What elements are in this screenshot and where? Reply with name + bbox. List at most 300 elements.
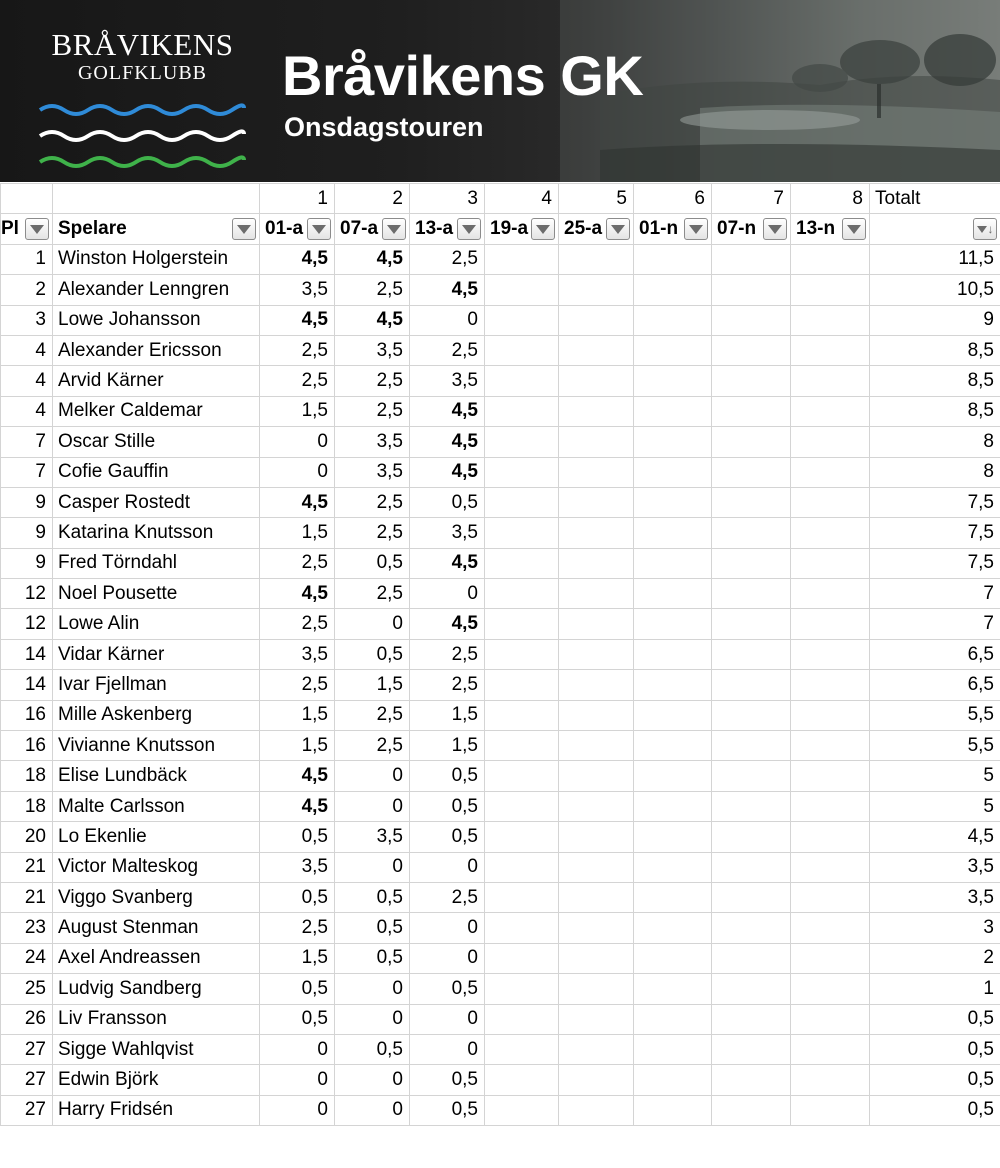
empty-score-cell[interactable] (712, 1065, 791, 1095)
round-score-cell[interactable]: 1,5 (260, 396, 335, 426)
round-score-cell[interactable]: 2,5 (410, 882, 485, 912)
empty-score-cell[interactable] (559, 882, 634, 912)
round-score-cell[interactable]: 2,5 (260, 670, 335, 700)
empty-score-cell[interactable] (712, 700, 791, 730)
empty-score-cell[interactable] (485, 396, 559, 426)
empty-score-cell[interactable] (485, 457, 559, 487)
round-score-cell[interactable]: 0,5 (335, 548, 410, 578)
empty-score-cell[interactable] (559, 943, 634, 973)
empty-score-cell[interactable] (712, 974, 791, 1004)
empty-score-cell[interactable] (634, 639, 712, 669)
empty-score-cell[interactable] (559, 579, 634, 609)
empty-score-cell[interactable] (712, 305, 791, 335)
empty-score-cell[interactable] (634, 974, 712, 1004)
player-name-cell[interactable]: Oscar Stille (53, 427, 260, 457)
round-score-cell[interactable]: 0 (260, 1095, 335, 1125)
round-score-cell[interactable]: 3,5 (335, 335, 410, 365)
empty-score-cell[interactable] (559, 366, 634, 396)
empty-score-cell[interactable] (559, 731, 634, 761)
empty-score-cell[interactable] (791, 1065, 870, 1095)
round-score-cell[interactable]: 0 (410, 1034, 485, 1064)
round-score-cell[interactable]: 0 (260, 1034, 335, 1064)
empty-score-cell[interactable] (712, 639, 791, 669)
player-name-cell[interactable]: Viggo Svanberg (53, 882, 260, 912)
round-score-cell[interactable]: 0 (410, 852, 485, 882)
round-score-cell[interactable]: 4,5 (260, 305, 335, 335)
empty-score-cell[interactable] (712, 487, 791, 517)
total-cell[interactable]: 7 (870, 609, 1000, 639)
empty-score-cell[interactable] (712, 275, 791, 305)
empty-score-cell[interactable] (485, 1095, 559, 1125)
round-score-cell[interactable]: 0 (335, 1095, 410, 1125)
player-name-cell[interactable]: Mille Askenberg (53, 700, 260, 730)
empty-score-cell[interactable] (559, 670, 634, 700)
round-score-cell[interactable]: 4,5 (410, 275, 485, 305)
player-name-cell[interactable]: Malte Carlsson (53, 791, 260, 821)
round-score-cell[interactable]: 2,5 (335, 700, 410, 730)
empty-score-cell[interactable] (634, 457, 712, 487)
filter-dropdown-button[interactable] (842, 218, 866, 240)
empty-score-cell[interactable] (485, 670, 559, 700)
total-cell[interactable]: 5 (870, 791, 1000, 821)
empty-score-cell[interactable] (485, 305, 559, 335)
player-name-cell[interactable]: Noel Pousette (53, 579, 260, 609)
round-score-cell[interactable]: 0 (335, 761, 410, 791)
empty-score-cell[interactable] (791, 579, 870, 609)
empty-score-cell[interactable] (559, 913, 634, 943)
round-score-cell[interactable]: 3,5 (335, 457, 410, 487)
round-score-cell[interactable]: 4,5 (260, 244, 335, 274)
player-name-cell[interactable]: Fred Törndahl (53, 548, 260, 578)
round-score-cell[interactable]: 2,5 (260, 609, 335, 639)
empty-score-cell[interactable] (791, 1004, 870, 1034)
empty-score-cell[interactable] (559, 822, 634, 852)
empty-score-cell[interactable] (791, 457, 870, 487)
total-cell[interactable]: 0,5 (870, 1004, 1000, 1034)
place-cell[interactable]: 12 (1, 579, 53, 609)
empty-score-cell[interactable] (485, 822, 559, 852)
empty-score-cell[interactable] (634, 731, 712, 761)
filter-dropdown-button[interactable] (232, 218, 256, 240)
round-score-cell[interactable]: 3,5 (335, 822, 410, 852)
player-name-cell[interactable]: Ivar Fjellman (53, 670, 260, 700)
empty-score-cell[interactable] (712, 791, 791, 821)
empty-score-cell[interactable] (485, 244, 559, 274)
player-name-cell[interactable]: Edwin Björk (53, 1065, 260, 1095)
player-name-cell[interactable]: Elise Lundbäck (53, 761, 260, 791)
round-score-cell[interactable]: 0,5 (410, 1095, 485, 1125)
empty-score-cell[interactable] (559, 1095, 634, 1125)
place-cell[interactable]: 12 (1, 609, 53, 639)
empty-score-cell[interactable] (559, 305, 634, 335)
total-cell[interactable]: 1 (870, 974, 1000, 1004)
player-name-cell[interactable]: Alexander Lenngren (53, 275, 260, 305)
empty-score-cell[interactable] (634, 882, 712, 912)
empty-score-cell[interactable] (559, 396, 634, 426)
empty-score-cell[interactable] (712, 335, 791, 365)
empty-score-cell[interactable] (791, 913, 870, 943)
empty-score-cell[interactable] (791, 670, 870, 700)
empty-score-cell[interactable] (485, 487, 559, 517)
empty-score-cell[interactable] (559, 700, 634, 730)
empty-score-cell[interactable] (634, 822, 712, 852)
round-score-cell[interactable]: 2,5 (335, 275, 410, 305)
round-score-cell[interactable]: 3,5 (335, 427, 410, 457)
empty-score-cell[interactable] (634, 1065, 712, 1095)
empty-score-cell[interactable] (712, 670, 791, 700)
empty-score-cell[interactable] (791, 943, 870, 973)
filter-dropdown-button[interactable] (684, 218, 708, 240)
empty-score-cell[interactable] (634, 244, 712, 274)
round-score-cell[interactable]: 0 (410, 579, 485, 609)
empty-score-cell[interactable] (485, 761, 559, 791)
empty-score-cell[interactable] (791, 882, 870, 912)
round-score-cell[interactable]: 2,5 (335, 731, 410, 761)
round-score-cell[interactable]: 0,5 (410, 761, 485, 791)
empty-score-cell[interactable] (485, 518, 559, 548)
total-cell[interactable]: 7,5 (870, 487, 1000, 517)
round-score-cell[interactable]: 4,5 (260, 487, 335, 517)
round-score-cell[interactable]: 2,5 (260, 548, 335, 578)
place-cell[interactable]: 25 (1, 974, 53, 1004)
sort-descending-button[interactable] (973, 218, 997, 240)
round-score-cell[interactable]: 2,5 (410, 670, 485, 700)
round-score-cell[interactable]: 0 (335, 791, 410, 821)
empty-score-cell[interactable] (485, 700, 559, 730)
player-name-cell[interactable]: Axel Andreassen (53, 943, 260, 973)
place-cell[interactable]: 27 (1, 1034, 53, 1064)
player-name-cell[interactable]: Lowe Alin (53, 609, 260, 639)
player-name-cell[interactable]: Ludvig Sandberg (53, 974, 260, 1004)
place-cell[interactable]: 27 (1, 1065, 53, 1095)
round-score-cell[interactable]: 0 (410, 1004, 485, 1034)
empty-score-cell[interactable] (559, 852, 634, 882)
player-name-cell[interactable]: Casper Rostedt (53, 487, 260, 517)
round-score-cell[interactable]: 0 (335, 852, 410, 882)
empty-score-cell[interactable] (634, 700, 712, 730)
player-name-cell[interactable]: Liv Fransson (53, 1004, 260, 1034)
player-name-cell[interactable]: August Stenman (53, 913, 260, 943)
empty-score-cell[interactable] (791, 275, 870, 305)
empty-score-cell[interactable] (712, 943, 791, 973)
empty-score-cell[interactable] (634, 852, 712, 882)
empty-score-cell[interactable] (485, 548, 559, 578)
empty-score-cell[interactable] (712, 518, 791, 548)
place-cell[interactable]: 9 (1, 548, 53, 578)
empty-score-cell[interactable] (712, 244, 791, 274)
filter-dropdown-button[interactable] (763, 218, 787, 240)
empty-score-cell[interactable] (791, 305, 870, 335)
place-cell[interactable]: 14 (1, 639, 53, 669)
round-score-cell[interactable]: 1,5 (260, 731, 335, 761)
place-cell[interactable]: 1 (1, 244, 53, 274)
filter-dropdown-button[interactable] (25, 218, 49, 240)
total-cell[interactable]: 6,5 (870, 670, 1000, 700)
round-score-cell[interactable]: 2,5 (410, 244, 485, 274)
round-score-cell[interactable]: 0 (335, 974, 410, 1004)
place-cell[interactable]: 21 (1, 852, 53, 882)
empty-score-cell[interactable] (634, 366, 712, 396)
total-cell[interactable]: 8 (870, 457, 1000, 487)
place-cell[interactable]: 9 (1, 487, 53, 517)
total-cell[interactable]: 8,5 (870, 396, 1000, 426)
place-cell[interactable]: 7 (1, 457, 53, 487)
empty-score-cell[interactable] (559, 275, 634, 305)
place-cell[interactable]: 4 (1, 396, 53, 426)
empty-score-cell[interactable] (712, 579, 791, 609)
empty-score-cell[interactable] (485, 943, 559, 973)
empty-score-cell[interactable] (559, 1065, 634, 1095)
empty-score-cell[interactable] (712, 457, 791, 487)
empty-score-cell[interactable] (485, 335, 559, 365)
empty-score-cell[interactable] (634, 548, 712, 578)
empty-score-cell[interactable] (791, 1034, 870, 1064)
player-name-cell[interactable]: Alexander Ericsson (53, 335, 260, 365)
round-score-cell[interactable]: 0 (260, 427, 335, 457)
total-cell[interactable]: 7,5 (870, 518, 1000, 548)
round-score-cell[interactable]: 3,5 (260, 275, 335, 305)
place-cell[interactable]: 16 (1, 731, 53, 761)
round-score-cell[interactable]: 2,5 (335, 366, 410, 396)
empty-score-cell[interactable] (634, 427, 712, 457)
player-name-cell[interactable]: Vidar Kärner (53, 639, 260, 669)
round-score-cell[interactable]: 4,5 (335, 244, 410, 274)
round-score-cell[interactable]: 2,5 (410, 335, 485, 365)
round-score-cell[interactable]: 1,5 (410, 731, 485, 761)
place-cell[interactable]: 18 (1, 791, 53, 821)
empty-score-cell[interactable] (791, 396, 870, 426)
round-score-cell[interactable]: 1,5 (260, 700, 335, 730)
round-score-cell[interactable]: 4,5 (410, 609, 485, 639)
filter-dropdown-button[interactable] (382, 218, 406, 240)
round-score-cell[interactable]: 2,5 (335, 487, 410, 517)
empty-score-cell[interactable] (712, 548, 791, 578)
empty-score-cell[interactable] (559, 518, 634, 548)
round-score-cell[interactable]: 0 (260, 457, 335, 487)
empty-score-cell[interactable] (791, 791, 870, 821)
round-score-cell[interactable]: 3,5 (410, 518, 485, 548)
empty-score-cell[interactable] (559, 791, 634, 821)
round-score-cell[interactable]: 4,5 (410, 548, 485, 578)
empty-score-cell[interactable] (712, 822, 791, 852)
empty-score-cell[interactable] (559, 761, 634, 791)
filter-dropdown-button[interactable] (606, 218, 630, 240)
round-score-cell[interactable]: 3,5 (260, 852, 335, 882)
round-score-cell[interactable]: 0,5 (410, 791, 485, 821)
player-name-cell[interactable]: Lowe Johansson (53, 305, 260, 335)
total-cell[interactable]: 7 (870, 579, 1000, 609)
round-score-cell[interactable]: 0,5 (335, 1034, 410, 1064)
empty-score-cell[interactable] (634, 275, 712, 305)
place-cell[interactable]: 26 (1, 1004, 53, 1034)
round-score-cell[interactable]: 1,5 (410, 700, 485, 730)
round-score-cell[interactable]: 0,5 (335, 913, 410, 943)
round-score-cell[interactable]: 4,5 (410, 396, 485, 426)
player-name-cell[interactable]: Melker Caldemar (53, 396, 260, 426)
empty-score-cell[interactable] (485, 639, 559, 669)
round-score-cell[interactable]: 2,5 (335, 396, 410, 426)
round-score-cell[interactable]: 0 (410, 943, 485, 973)
empty-score-cell[interactable] (559, 427, 634, 457)
round-score-cell[interactable]: 2,5 (335, 579, 410, 609)
total-cell[interactable]: 8 (870, 427, 1000, 457)
round-score-cell[interactable]: 1,5 (260, 943, 335, 973)
empty-score-cell[interactable] (634, 913, 712, 943)
empty-score-cell[interactable] (712, 731, 791, 761)
empty-score-cell[interactable] (791, 427, 870, 457)
empty-score-cell[interactable] (791, 609, 870, 639)
empty-score-cell[interactable] (485, 882, 559, 912)
empty-score-cell[interactable] (712, 882, 791, 912)
total-cell[interactable]: 0,5 (870, 1034, 1000, 1064)
empty-score-cell[interactable] (634, 1004, 712, 1034)
empty-score-cell[interactable] (634, 487, 712, 517)
total-cell[interactable]: 2 (870, 943, 1000, 973)
total-cell[interactable]: 0,5 (870, 1065, 1000, 1095)
round-score-cell[interactable]: 4,5 (260, 791, 335, 821)
player-name-cell[interactable]: Lo Ekenlie (53, 822, 260, 852)
empty-score-cell[interactable] (791, 548, 870, 578)
player-name-cell[interactable]: Cofie Gauffin (53, 457, 260, 487)
empty-score-cell[interactable] (791, 761, 870, 791)
empty-score-cell[interactable] (712, 396, 791, 426)
round-score-cell[interactable]: 0,5 (410, 487, 485, 517)
empty-score-cell[interactable] (485, 1034, 559, 1064)
place-cell[interactable]: 18 (1, 761, 53, 791)
total-cell[interactable]: 7,5 (870, 548, 1000, 578)
empty-score-cell[interactable] (559, 457, 634, 487)
place-cell[interactable]: 23 (1, 913, 53, 943)
empty-score-cell[interactable] (485, 731, 559, 761)
round-score-cell[interactable]: 0,5 (260, 822, 335, 852)
round-score-cell[interactable]: 0,5 (335, 639, 410, 669)
round-score-cell[interactable]: 0,5 (260, 882, 335, 912)
place-cell[interactable]: 9 (1, 518, 53, 548)
total-cell[interactable]: 5,5 (870, 731, 1000, 761)
round-score-cell[interactable]: 4,5 (410, 457, 485, 487)
empty-score-cell[interactable] (559, 548, 634, 578)
round-score-cell[interactable]: 0,5 (260, 1004, 335, 1034)
empty-score-cell[interactable] (791, 244, 870, 274)
empty-score-cell[interactable] (634, 518, 712, 548)
total-cell[interactable]: 3 (870, 913, 1000, 943)
round-score-cell[interactable]: 3,5 (260, 639, 335, 669)
empty-score-cell[interactable] (634, 791, 712, 821)
round-score-cell[interactable]: 0,5 (335, 882, 410, 912)
total-cell[interactable]: 10,5 (870, 275, 1000, 305)
round-score-cell[interactable]: 0 (335, 1004, 410, 1034)
round-score-cell[interactable]: 1,5 (335, 670, 410, 700)
empty-score-cell[interactable] (634, 305, 712, 335)
empty-score-cell[interactable] (791, 822, 870, 852)
round-score-cell[interactable]: 4,5 (260, 579, 335, 609)
round-score-cell[interactable]: 4,5 (410, 427, 485, 457)
empty-score-cell[interactable] (559, 974, 634, 1004)
round-score-cell[interactable]: 0 (335, 609, 410, 639)
empty-score-cell[interactable] (634, 943, 712, 973)
empty-score-cell[interactable] (791, 518, 870, 548)
player-name-cell[interactable]: Winston Holgerstein (53, 244, 260, 274)
empty-score-cell[interactable] (712, 1095, 791, 1125)
place-cell[interactable]: 20 (1, 822, 53, 852)
place-cell[interactable]: 4 (1, 366, 53, 396)
empty-score-cell[interactable] (791, 974, 870, 1004)
place-cell[interactable]: 7 (1, 427, 53, 457)
empty-score-cell[interactable] (559, 335, 634, 365)
empty-score-cell[interactable] (485, 852, 559, 882)
place-cell[interactable]: 24 (1, 943, 53, 973)
filter-dropdown-button[interactable] (307, 218, 331, 240)
filter-dropdown-button[interactable] (531, 218, 555, 240)
round-score-cell[interactable]: 0,5 (335, 943, 410, 973)
empty-score-cell[interactable] (485, 1004, 559, 1034)
round-score-cell[interactable]: 2,5 (335, 518, 410, 548)
total-cell[interactable]: 8,5 (870, 366, 1000, 396)
player-name-cell[interactable]: Victor Malteskog (53, 852, 260, 882)
total-cell[interactable]: 11,5 (870, 244, 1000, 274)
round-score-cell[interactable]: 1,5 (260, 518, 335, 548)
empty-score-cell[interactable] (712, 761, 791, 791)
empty-score-cell[interactable] (791, 487, 870, 517)
empty-score-cell[interactable] (791, 1095, 870, 1125)
round-score-cell[interactable]: 4,5 (260, 761, 335, 791)
empty-score-cell[interactable] (712, 1004, 791, 1034)
empty-score-cell[interactable] (485, 791, 559, 821)
empty-score-cell[interactable] (485, 427, 559, 457)
round-score-cell[interactable]: 2,5 (260, 366, 335, 396)
round-score-cell[interactable]: 0,5 (410, 974, 485, 1004)
total-cell[interactable]: 4,5 (870, 822, 1000, 852)
empty-score-cell[interactable] (791, 639, 870, 669)
empty-score-cell[interactable] (634, 335, 712, 365)
place-cell[interactable]: 3 (1, 305, 53, 335)
player-name-cell[interactable]: Harry Fridsén (53, 1095, 260, 1125)
player-name-cell[interactable]: Sigge Wahlqvist (53, 1034, 260, 1064)
empty-score-cell[interactable] (712, 1034, 791, 1064)
empty-score-cell[interactable] (485, 609, 559, 639)
player-name-cell[interactable]: Arvid Kärner (53, 366, 260, 396)
player-name-cell[interactable]: Vivianne Knutsson (53, 731, 260, 761)
total-cell[interactable]: 0,5 (870, 1095, 1000, 1125)
empty-score-cell[interactable] (634, 761, 712, 791)
empty-score-cell[interactable] (634, 670, 712, 700)
round-score-cell[interactable]: 2,5 (260, 913, 335, 943)
total-cell[interactable]: 6,5 (870, 639, 1000, 669)
place-cell[interactable]: 16 (1, 700, 53, 730)
empty-score-cell[interactable] (791, 700, 870, 730)
player-name-cell[interactable]: Katarina Knutsson (53, 518, 260, 548)
empty-score-cell[interactable] (485, 1065, 559, 1095)
empty-score-cell[interactable] (559, 1004, 634, 1034)
empty-score-cell[interactable] (634, 1095, 712, 1125)
round-score-cell[interactable]: 0,5 (410, 1065, 485, 1095)
empty-score-cell[interactable] (791, 731, 870, 761)
place-cell[interactable]: 27 (1, 1095, 53, 1125)
round-score-cell[interactable]: 0 (260, 1065, 335, 1095)
total-cell[interactable]: 5,5 (870, 700, 1000, 730)
empty-score-cell[interactable] (712, 913, 791, 943)
round-score-cell[interactable]: 0,5 (260, 974, 335, 1004)
empty-score-cell[interactable] (559, 639, 634, 669)
empty-score-cell[interactable] (634, 396, 712, 426)
round-score-cell[interactable]: 0 (410, 913, 485, 943)
total-cell[interactable]: 5 (870, 761, 1000, 791)
filter-dropdown-button[interactable] (457, 218, 481, 240)
empty-score-cell[interactable] (712, 366, 791, 396)
empty-score-cell[interactable] (634, 609, 712, 639)
round-score-cell[interactable]: 0,5 (410, 822, 485, 852)
round-score-cell[interactable]: 2,5 (410, 639, 485, 669)
